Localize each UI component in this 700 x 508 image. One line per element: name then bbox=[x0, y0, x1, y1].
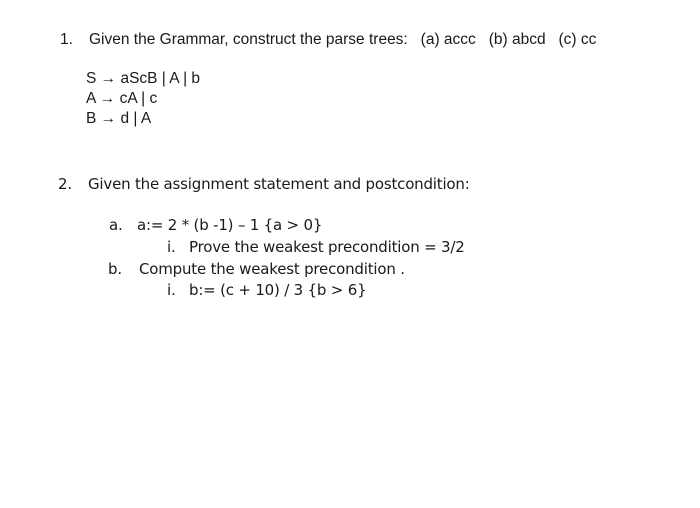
grammar-rule-s: S → aScB | A | b bbox=[86, 70, 201, 87]
q2-a-marker: a. bbox=[109, 216, 123, 234]
q2-number: 2. bbox=[58, 175, 72, 193]
q1-prompt: Given the Grammar, construct the parse trees: (a) accc (b) abcd (c) cc bbox=[89, 31, 597, 48]
q2-a-i-marker: i. bbox=[167, 238, 176, 256]
q2-a-i-text: Prove the weakest precondition = 3/2 bbox=[189, 238, 465, 256]
q2-prompt: Given the assignment statement and postcondition: bbox=[88, 175, 470, 193]
grammar-rule-b: B → d | A bbox=[86, 110, 152, 127]
q1-number: 1. bbox=[60, 31, 73, 48]
q2-b-i-text: b:= (c + 10) / 3 {b > 6} bbox=[189, 281, 367, 299]
q2-b-marker: b. bbox=[108, 260, 122, 278]
q2-b-text: Compute the weakest precondition . bbox=[139, 260, 405, 278]
grammar-rule-a: A → cA | c bbox=[86, 90, 158, 107]
q2-b-i-marker: i. bbox=[167, 281, 176, 299]
q2-a-text: a:= 2 * (b -1) – 1 {a > 0} bbox=[137, 216, 323, 234]
